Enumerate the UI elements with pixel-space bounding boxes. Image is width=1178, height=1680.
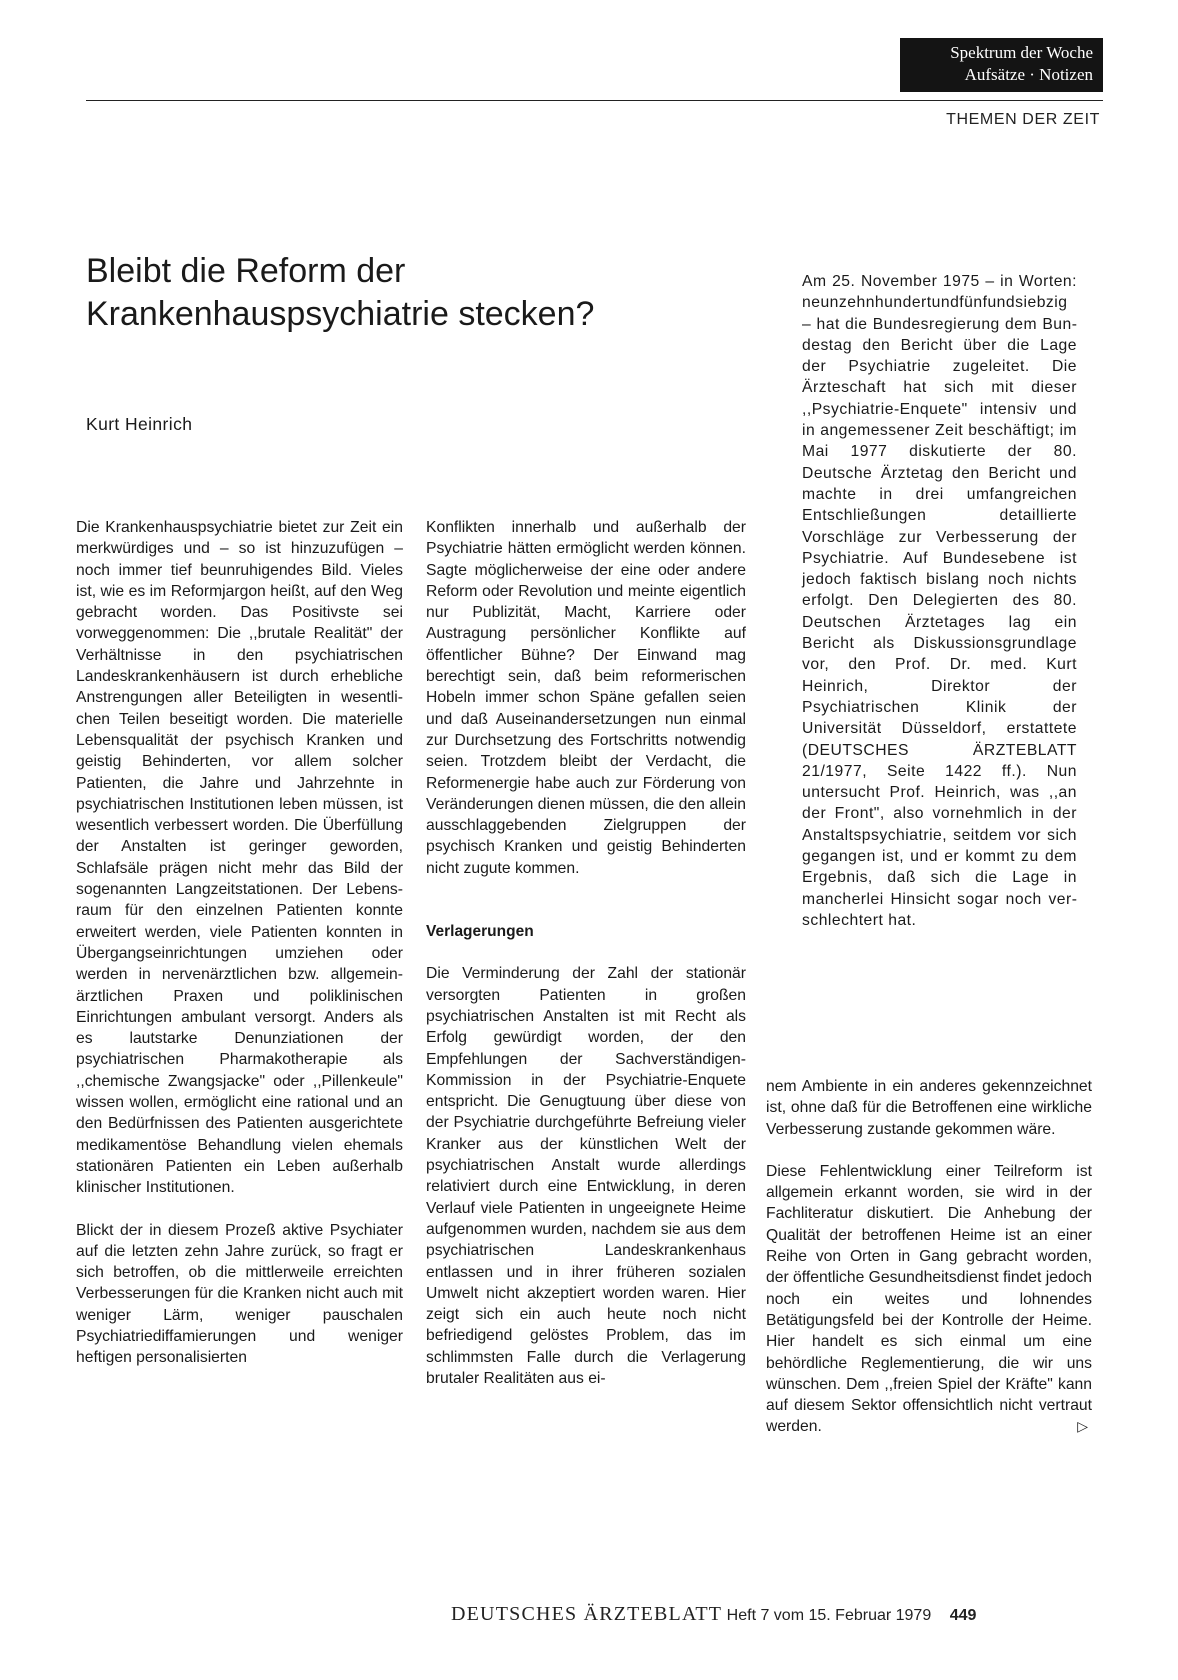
column-3 <box>766 1076 1092 1438</box>
paragraph: nem Ambiente in ein anderes gekennzeichnet ist, ohne daß für die Betroffenen eine wirkliche Verbesserung zustande gekommen wäre. <box>766 1078 1092 1138</box>
badge-line-1: Spektrum der Woche <box>950 43 1093 62</box>
badge-line-2: Aufsätze · Notizen <box>964 65 1093 84</box>
paragraph: Blickt der in diesem Prozeß aktive Psychiater auf die letzten zehn Jahre zurück, so fragt er sich betroffen, ob die mittlerweile erreichten Verbesserungen für die Kranken nicht auch mit weniger Lärm, weniger pauschalen Psychiatriediffamierungen und weniger heftigen personalisierten <box>76 1221 403 1367</box>
title-line-2: Krankenhauspsychiatrie stecken? <box>86 295 595 333</box>
column-1 <box>76 517 403 1369</box>
section-label: THEMEN DER ZEIT <box>946 111 1100 128</box>
paragraph: Die Krankenhauspsychiatrie bietet zur Zeit ein merkwürdiges und – so ist hinzuzufügen – noch immer tief beunruhigendes Bild. Vieles ist, wie es im Reformjargon heißt, auf den Weg gebracht worden. Das Positivste sei vorweggenommen: Die ,,brutale Realität" der Verhältnisse in den psychiatrischen Landeskrankenhäusern ist durch erhebliche Anstrengungen aller Beteiligten in wesentlichen Teilen beseitigt worden. Die materielle Lebensqualität der psychisch Kranken und geistig Behinderten, vor allem solcher Patienten, die Jahre und Jahrzehnte in psychiatrischen Institutionen leben müssen, ist wesentlich verbessert worden. Die Überfüllung der Anstalten ist geringer geworden, Schlafsäle prägen nicht mehr das Bild der sogenannten Langzeitstationen. Der Lebensraum für den einzelnen Patienten konnte erweitert werden, viele Patienten konnten in Übergangseinrichtungen umziehen oder werden in nervenärztlichen bzw. allgemeinärztlichen Praxen und poliklinischen Einrichtungen ambulant versorgt. Anders als es lautstarke Denunziationen der psychiatrischen Pharmakotherapie als ,,chemische Zwangsjacke" oder ,,Pillenkeule" wissen wollen, ermöglicht eine rational und an den Bedürfnissen des Patienten ausgerichtete medikamentöse Behandlung vielen ehemals stationären Patienten ein Leben außerhalb klinischer Institutionen. <box>76 519 403 1197</box>
continue-arrow-icon: ▷ <box>1077 1418 1088 1435</box>
paragraph <box>766 1161 1092 1438</box>
intro-text: Am 25. November 1975 – in Worten: neunzehnhundertundfünfundsiebzig – hat die Bundesregierung dem Bundestag den Bericht über die Lage der Psychiatrie zugeleitet. Die Ärzteschaft hat sich mit dieser ,,Psychiatrie-Enquete" intensiv und in angemessener Zeit beschäftigt; im Mai 1977 diskutierte der 80. Deutsche Ärztetag den Bericht und machte in drei umfangreichen Entschließungen detaillierte Vorschläge zur Verbesserung der Psychiatrie. Auf Bundesebene ist jedoch faktisch bislang noch nichts erfolgt. Den Delegierten des 80. Deutschen Ärztetages lag ein Bericht als Diskussionsgrundlage vor, den Prof. Dr. med. Kurt Heinrich, Direktor der Psychiatrischen Klinik der Universität Düsseldorf, erstattete (DEUTSCHES ÄRZTEBLATT 21/1977, Seite 1422 ff.). Nun untersucht Prof. Heinrich, was ,,an der Front", also vornehmlich in der Anstaltspsychiatrie, seitdem vor sich gegangen ist, und er kommt zu dem Ergebnis, daß sich die Lage in mancherlei Hinsicht sogar noch verschlechtert hat. <box>802 273 1077 929</box>
subheading: Verlagerungen <box>426 923 534 941</box>
issue-info: Heft 7 vom 15. Februar 1979 <box>726 1607 932 1624</box>
journal-name: DEUTSCHES ÄRZTEBLATT <box>451 1603 723 1625</box>
title-line-1: Bleibt die Reform der <box>86 252 406 290</box>
paragraph: Konflikten innerhalb und außerhalb der Psychiatrie hätten ermöglicht werden können. Sagte möglicherweise der eine oder andere Reform oder Revolution und meinte eigentlich nur Publizität, Macht, Karriere oder Austragung persönlicher Konflikte auf öffentlicher Bühne? Der Einwand mag berechtigt sein, daß beim reformerischen Hobeln immer schon Späne gefallen seien und daß Auseinandersetzungen nun einmal zur Durchsetzung des Fortschritts notwendig seien. Trotzdem bleibt der Verdacht, die Reformenergie habe auch zur Förderung von Veränderungen dienen müssen, die den allein ausschlaggebenden Zielgruppen der psychisch Kranken und geistig Behinderten nicht zugute kommen. <box>426 519 746 877</box>
column-2 <box>426 517 746 1389</box>
paragraph: Die Verminderung der Zahl der stationär versorgten Patienten in großen psychiatrischen Anstalten ist mit Recht als Erfolg gewürdigt worden, der den Empfehlungen der Sachverständigen-Kommission in der Psychiatrie-Enquete entspricht. Die Genugtuung über diese von der Psychiatrie durchgeführte Befreiung vieler Kranker aus der künstlichen Welt der psychiatrischen Anstalt wurde allerdings relativiert durch eine Entwicklung, in deren Verlauf viele Patienten in ungeeignete Heime aufgenommen wurden, nachdem sie aus dem psychiatrischen Landeskrankenhaus entlassen und in ihrer früheren sozialen Umwelt nicht akzeptiert worden waren. Hier zeigt sich ein auch heute noch nicht befriedigend gelöstes Problem, das im schlimmsten Falle durch die Verlagerung brutaler Realitäten aus ei- <box>426 965 746 1387</box>
page-number: 449 <box>949 1607 977 1624</box>
header-rule <box>86 100 1103 101</box>
author: Kurt Heinrich <box>86 414 193 434</box>
paragraph-text: Diese Fehlentwicklung einer Teilreform ist allgemein erkannt worden, sie wird in der Fachliteratur diskutiert. Die Anhebung der Qualität der betroffenen Heime ist an einer Reihe von Orten in Gang gebracht worden, der öffentliche Gesundheitsdienst findet jedoch noch ein weites und lohnendes Betätigungsfeld bei der Kontrolle der Heime. Hier handelt es sich einmal um eine behördliche Reglementierung, die wir uns wünschen. Dem ,,freien Spiel der Kräfte" kann auf diesem Sektor offensichtlich nicht vertraut werden. <box>766 1162 1092 1436</box>
article-title <box>86 250 746 336</box>
intro-box <box>802 271 1077 931</box>
page-footer <box>451 1603 1091 1626</box>
section-badge <box>900 38 1103 92</box>
